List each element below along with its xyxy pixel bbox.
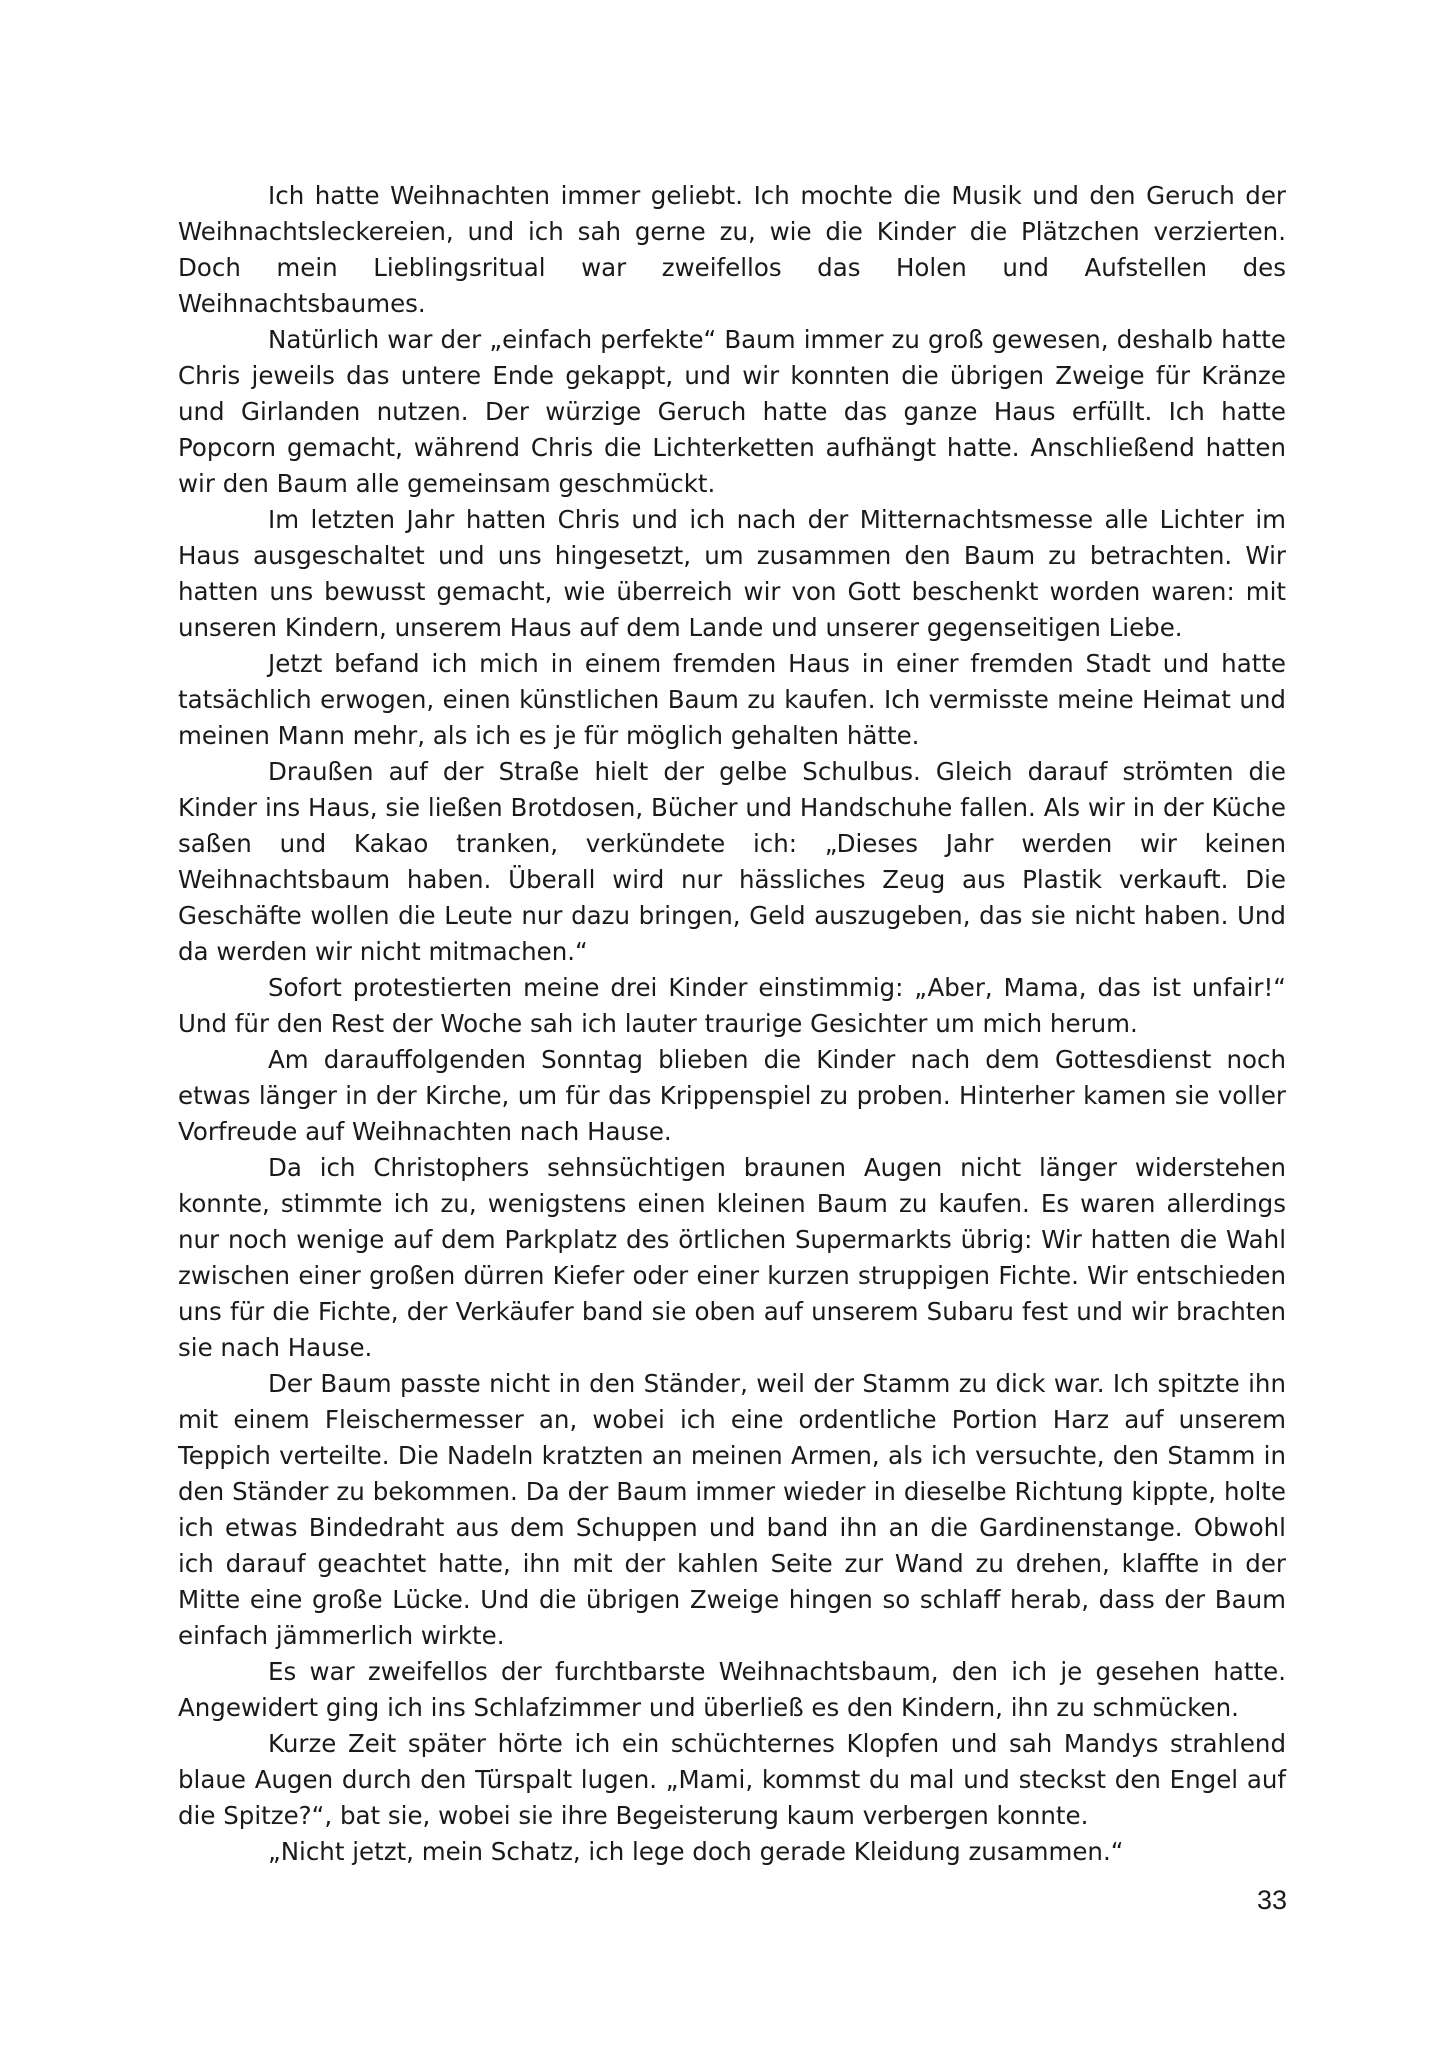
paragraph: Draußen auf der Straße hielt der gelbe Schulbus. Gleich darauf strömten die Kinder ins Haus, sie ließen Brotdosen, Bücher und Handschuhe fallen. Als wir in der Küche saßen und Kakao tranken, verkündete ich: „Dieses Jahr werden wir keinen Weihnachtsbaum haben. Überall wird nur hässliches Zeug aus Plastik verkauft. Die Geschäfte wollen die Leute nur dazu bringen, Geld auszugeben, das sie nicht haben. Und da werden wir nicht mitmachen.“ bbox=[178, 757, 1286, 966]
paragraph: Im letzten Jahr hatten Chris und ich nach der Mitternachtsmesse alle Lichter im Haus ausgeschaltet und uns hingesetzt, um zusammen den Baum zu betrachten. Wir hatten uns bewusst gemacht, wie überreich wir von Gott beschenkt worden waren: mit unseren Kindern, unserem Haus auf dem Lande und unserer gegenseitigen Liebe. bbox=[178, 505, 1286, 642]
page-number: 33 bbox=[1256, 1885, 1287, 1915]
paragraph: „Nicht jetzt, mein Schatz, ich lege doch gerade Kleidung zusammen.“ bbox=[268, 1837, 1124, 1866]
paragraph: Ich hatte Weihnachten immer geliebt. Ich mochte die Musik und den Geruch der Weihnachtsleckereien, und ich sah gerne zu, wie die Kinder die Plätzchen verzierten. Doch mein Lieblingsritual war zweifellos das Holen und Aufstellen des Weihnachtsbaumes. bbox=[178, 181, 1286, 318]
paragraph: Kurze Zeit später hörte ich ein schüchternes Klopfen und sah Mandys strahlend blaue Augen durch den Türspalt lugen. „Mami, kommst du mal und steckst den Engel auf die Spitze?“, bat sie, wobei sie ihre Begeisterung kaum verbergen konnte. bbox=[178, 1729, 1286, 1830]
body-text bbox=[178, 178, 1286, 1870]
paragraph: Natürlich war der „einfach perfekte“ Baum immer zu groß gewesen, deshalb hatte Chris jeweils das untere Ende gekappt, und wir konnten die übrigen Zweige für Kränze und Girlanden nutzen. Der würzige Geruch hatte das ganze Haus erfüllt. Ich hatte Popcorn gemacht, während Chris die Lichterketten aufhängt hatte. Anschließend hatten wir den Baum alle gemeinsam geschmückt. bbox=[178, 325, 1286, 498]
paragraph: Am darauffolgenden Sonntag blieben die Kinder nach dem Gottesdienst noch etwas länger in der Kirche, um für das Krippenspiel zu proben. Hinterher kamen sie voller Vorfreude auf Weihnachten nach Hause. bbox=[178, 1045, 1286, 1146]
paragraph: Es war zweifellos der furchtbarste Weihnachtsbaum, den ich je gesehen hatte. Angewidert ging ich ins Schlafzimmer und überließ es den Kindern, ihn zu schmücken. bbox=[178, 1657, 1286, 1722]
paragraph: Sofort protestierten meine drei Kinder einstimmig: „Aber, Mama, das ist unfair!“ Und für den Rest der Woche sah ich lauter traurige Gesichter um mich herum. bbox=[178, 973, 1286, 1038]
paragraph: Der Baum passte nicht in den Ständer, weil der Stamm zu dick war. Ich spitzte ihn mit einem Fleischermesser an, wobei ich eine ordentliche Portion Harz auf unserem Teppich verteilte. Die Nadeln kratzten an meinen Armen, als ich versuchte, den Stamm in den Ständer zu bekommen. Da der Baum immer wieder in dieselbe Richtung kippte, holte ich etwas Bindedraht aus dem Schuppen und band ihn an die Gardinenstange. Obwohl ich darauf geachtet hatte, ihn mit der kahlen Seite zur Wand zu drehen, klaffte in der Mitte eine große Lücke. Und die übrigen Zweige hingen so schlaff herab, dass der Baum einfach jämmerlich wirkte. bbox=[178, 1369, 1286, 1650]
paragraph: Jetzt befand ich mich in einem fremden Haus in einer fremden Stadt und hatte tatsächlich erwogen, einen künstlichen Baum zu kaufen. Ich vermisste meine Heimat und meinen Mann mehr, als ich es je für möglich gehalten hätte. bbox=[178, 649, 1286, 750]
paragraph: Da ich Christophers sehnsüchtigen braunen Augen nicht länger widerstehen konnte, stimmte ich zu, wenigstens einen kleinen Baum zu kaufen. Es waren allerdings nur noch wenige auf dem Parkplatz des örtlichen Supermarkts übrig: Wir hatten die Wahl zwischen einer großen dürren Kiefer oder einer kurzen struppigen Fichte. Wir entschieden uns für die Fichte, der Verkäufer band sie oben auf unserem Subaru fest und wir brachten sie nach Hause. bbox=[178, 1153, 1286, 1362]
